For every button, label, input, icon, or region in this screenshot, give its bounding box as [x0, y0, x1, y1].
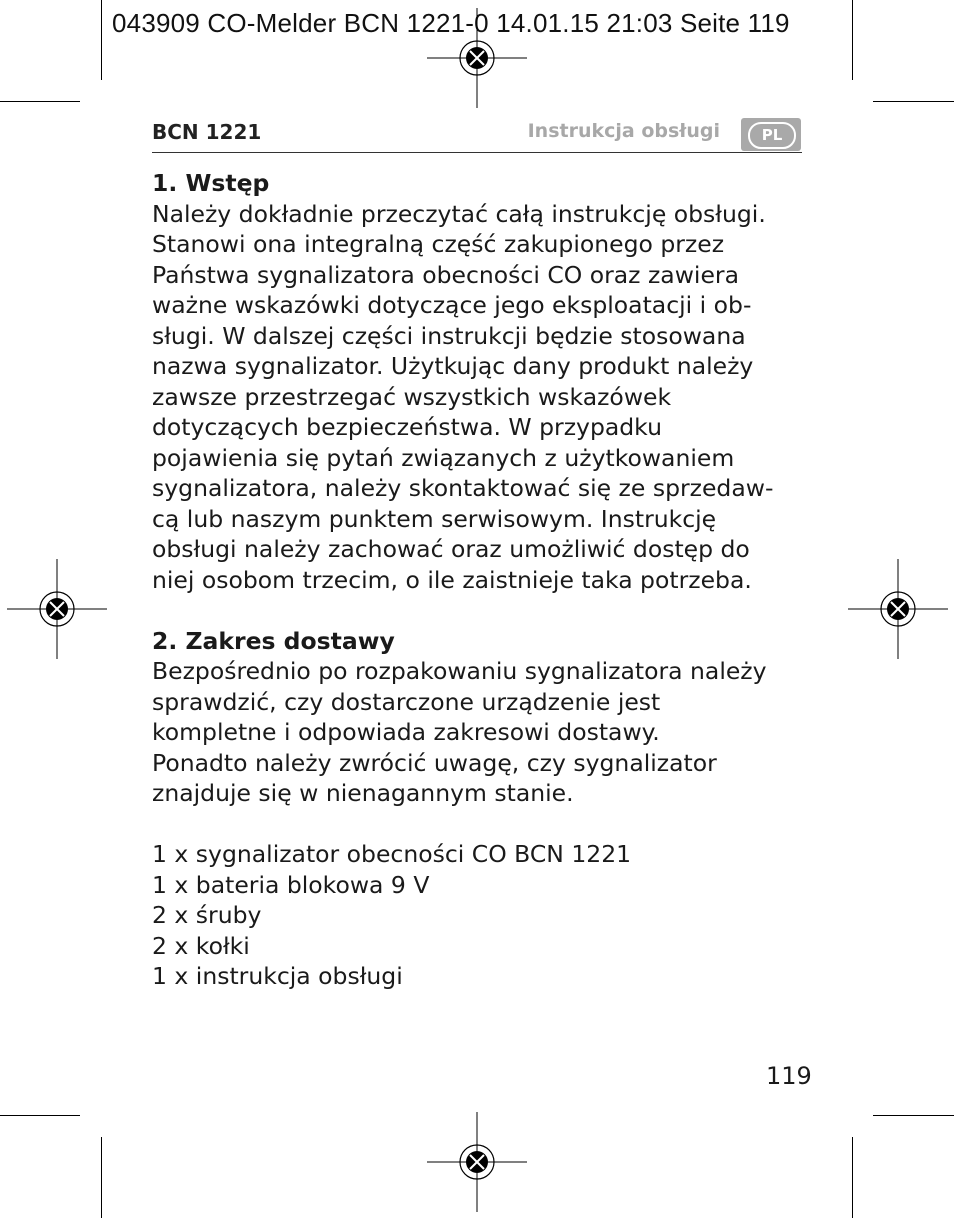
crop-mark — [0, 101, 80, 102]
crop-mark — [852, 1137, 853, 1218]
registration-mark-icon — [848, 559, 948, 659]
header-title: Instrukcja obsługi — [527, 120, 720, 142]
language-badge-label: PL — [748, 122, 796, 149]
text-line: zawsze przestrzegać wszystkich wskazówek — [152, 382, 672, 411]
text-line: sygnalizatora, należy skontaktować się ze sprzedaw- — [152, 474, 774, 502]
print-slug: 043909 CO-Melder BCN 1221-0 14.01.15 21:03 Seite 119 — [112, 8, 790, 38]
crop-mark — [0, 1115, 80, 1116]
text-line: sprawdzić, czy dostarczone urządzenie jest — [152, 687, 661, 716]
section-introduction-text — [152, 199, 812, 596]
crop-mark — [852, 0, 853, 80]
list-item: 2 x kołki — [152, 931, 250, 960]
crop-mark — [101, 1137, 102, 1218]
list-item: 1 x instrukcja obsługi — [152, 962, 403, 990]
language-badge — [741, 118, 801, 151]
header-model: BCN 1221 — [152, 120, 262, 144]
text-line: kompletne i odpowiada zakresowi dostawy. — [152, 718, 660, 746]
text-line: Ponadto należy zwrócić uwagę, czy sygnalizator — [152, 748, 717, 777]
text-line: nazwa sygnalizator. Użytkując dany produkt należy — [152, 352, 754, 380]
crop-mark — [101, 0, 102, 80]
text-line: Bezpośrednio po rozpakowaniu sygnalizatora należy — [152, 657, 767, 685]
text-line: znajduje się w nienagannym stanie. — [152, 779, 574, 807]
page-number: 119 — [766, 1062, 812, 1090]
crop-mark — [873, 1115, 954, 1116]
section-heading-delivery: 2. Zakres dostawy — [152, 626, 395, 655]
delivery-items-list — [152, 839, 812, 992]
section-delivery-text — [152, 656, 812, 809]
text-line: Należy dokładnie przeczytać całą instrukcję obsługi. — [152, 199, 766, 228]
text-line: sługi. W dalszej części instrukcji będzie stosowana — [152, 321, 746, 350]
header-divider — [152, 152, 802, 153]
list-item: 2 x śruby — [152, 901, 262, 929]
registration-mark-icon — [427, 8, 527, 108]
text-line: Państwa sygnalizatora obecności CO oraz zawiera — [152, 260, 739, 289]
text-line: obsługi należy zachować oraz umożliwić dostęp do — [152, 535, 750, 563]
text-line: ważne wskazówki dotyczące jego eksploatacji i ob- — [152, 291, 752, 319]
registration-mark-icon — [427, 1112, 527, 1212]
text-line: cą lub naszym punktem serwisowym. Instrukcję — [152, 504, 717, 533]
section-heading-introduction: 1. Wstęp — [152, 169, 270, 197]
list-item: 1 x sygnalizator obecności CO BCN 1221 — [152, 840, 632, 868]
text-line: Stanowi ona integralną część zakupionego przez — [152, 230, 725, 258]
crop-mark — [873, 101, 954, 102]
text-line: dotyczących bezpieczeństwa. W przypadku — [152, 413, 662, 441]
registration-mark-icon — [7, 559, 107, 659]
text-line: niej osobom trzecim, o ile zaistnieje taka potrzeba. — [152, 565, 752, 594]
list-item: 1 x bateria blokowa 9 V — [152, 870, 430, 899]
page-content — [152, 168, 812, 992]
text-line: pojawienia się pytań związanych z użytkowaniem — [152, 443, 735, 472]
